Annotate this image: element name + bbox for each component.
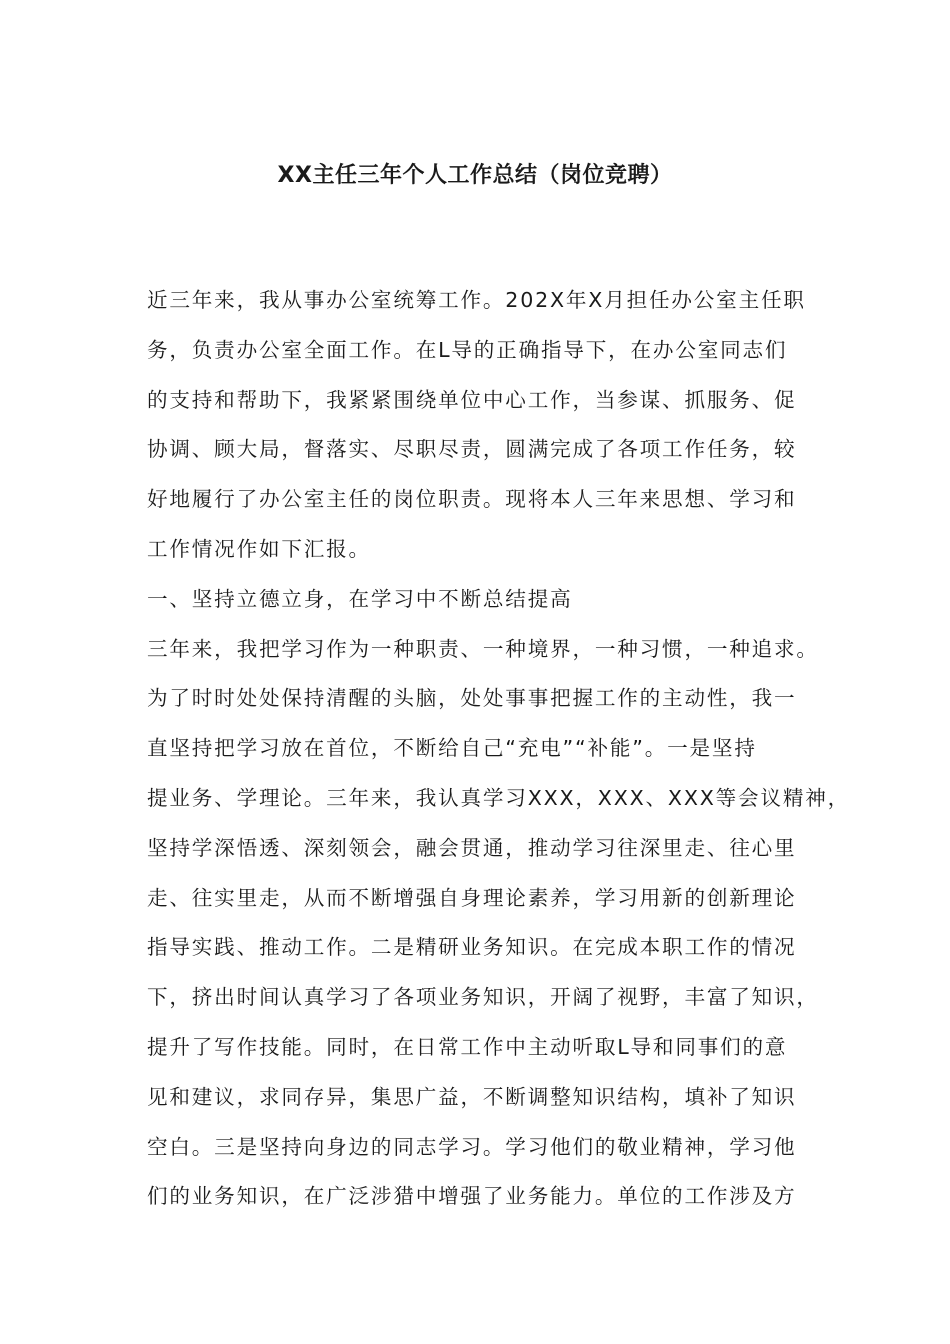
body-line: 为了时时处处保持清醒的头脑，处处事事把握工作的主动性，我一: [147, 686, 797, 711]
body-line: 提升了写作技能。同时，在日常工作中主动听取L导和同事们的意: [147, 1034, 788, 1059]
body-line: 走、往实里走，从而不断增强自身理论素养，学习用新的创新理论: [147, 885, 797, 910]
document-body: [147, 279, 851, 1225]
body-line: 协调、顾大局，督落实、尽职尽责，圆满完成了各项工作任务，较: [147, 437, 797, 462]
body-line: 下，挤出时间认真学习了各项业务知识，开阔了视野，丰富了知识，: [147, 985, 819, 1010]
body-line: 坚持学深悟透、深刻领会，融会贯通，推动学习往深里走、往心里: [147, 835, 797, 860]
body-line: 工作情况作如下汇报。: [147, 536, 371, 561]
body-line: 好地履行了办公室主任的岗位职责。现将本人三年来思想、学习和: [147, 487, 797, 512]
body-line: 们的业务知识，在广泛涉猎中增强了业务能力。单位的工作涉及方: [147, 1184, 797, 1209]
body-line: 务，负责办公室全面工作。在L导的正确指导下，在办公室同志们: [147, 337, 788, 362]
body-line: 的支持和帮助下，我紧紧围绕单位中心工作，当参谋、抓服务、促: [147, 387, 797, 412]
body-line: 近三年来，我从事办公室统筹工作。202X年X月担任办公室主任职: [147, 288, 806, 312]
body-line: 提业务、学理论。三年来，我认真学习XXX，XXX、XXX等会议精神，: [147, 785, 851, 810]
body-line: 空白。三是坚持向身边的同志学习。学习他们的敬业精神，学习他: [147, 1134, 797, 1159]
body-line: 三年来，我把学习作为一种职责、一种境界，一种习惯，一种追求。: [147, 636, 819, 661]
body-line: 见和建议，求同存异，集思广益，不断调整知识结构，填补了知识: [147, 1084, 797, 1109]
section-heading: 一、坚持立德立身，在学习中不断总结提高: [147, 586, 573, 611]
document-title: XX主任三年个人工作总结（岗位竞聘）: [277, 163, 673, 188]
body-line: 指导实践、推动工作。二是精研业务知识。在完成本职工作的情况: [147, 935, 797, 960]
body-line: 直坚持把学习放在首位，不断给自己“充电”“补能”。一是坚持: [147, 736, 757, 761]
